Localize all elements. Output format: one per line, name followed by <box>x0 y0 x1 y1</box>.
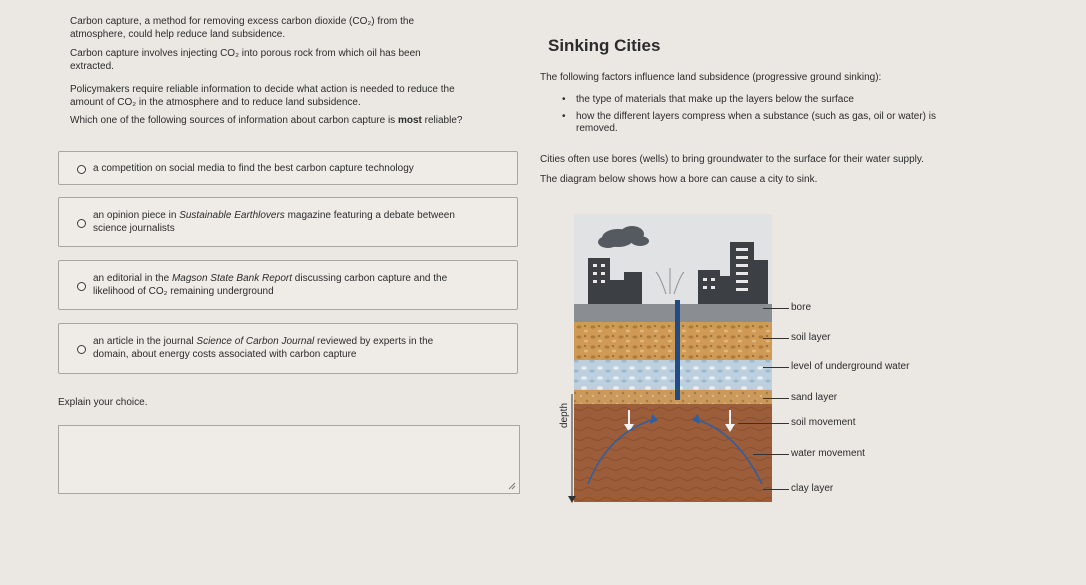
intro-text-3 <box>70 84 520 109</box>
explanation-textarea[interactable] <box>58 425 520 494</box>
factors-intro: The following factors influence land subsidence (progressive ground sinking): <box>540 72 882 83</box>
option-publication: Science of Carbon Journal <box>196 336 315 347</box>
list-item: • the type of materials that make up the layers below the surface <box>562 94 1042 107</box>
intro-line: Carbon capture, a method for removing excess carbon dioxide (CO₂) from the <box>70 16 415 27</box>
list-item-text: how the different layers compress when a substance (such as gas, oil or water) is <box>576 110 936 122</box>
question-post: reliable? <box>421 115 463 126</box>
label-bore: bore <box>791 302 812 313</box>
question-pre: Which one of the following sources of information about carbon capture is <box>70 115 398 126</box>
page-title: Sinking Cities <box>548 36 661 55</box>
soil-layer <box>574 322 772 360</box>
radio-button[interactable] <box>77 165 86 174</box>
question-emphasis: most <box>397 115 422 126</box>
option-label <box>93 272 509 298</box>
list-item-text: removed. <box>576 123 618 134</box>
underground-water-layer <box>574 360 772 390</box>
paragraph: Cities often use bores (wells) to bring groundwater to the surface for their water supply. <box>540 154 924 165</box>
option-text-part: magazine featuring a debate between <box>284 210 455 221</box>
question <box>70 115 530 128</box>
option-b[interactable] <box>58 197 518 247</box>
intro-line: Policymakers require reliable information to decide what action is needed to reduce the <box>70 84 455 95</box>
intro-text <box>70 16 510 41</box>
list-item <box>562 111 1042 136</box>
option-text-part: an article in the journal <box>93 336 197 347</box>
option-text-part: discussing carbon capture and the <box>292 273 448 284</box>
depth-label: depth <box>559 402 571 429</box>
option-text-part: an editorial in the <box>93 273 172 284</box>
subsidence-diagram <box>548 214 948 504</box>
resize-handle-icon[interactable] <box>508 482 516 490</box>
intro-text-2 <box>70 48 510 73</box>
factors-list <box>562 94 1042 136</box>
option-a[interactable] <box>58 151 518 185</box>
leader-line <box>763 367 789 368</box>
option-d[interactable] <box>58 323 518 374</box>
intro-line: amount of CO₂ in the atmosphere and to reduce land subsidence. <box>70 96 361 108</box>
leader-line <box>763 489 789 490</box>
option-label <box>93 335 509 361</box>
diagram-illustration <box>548 214 778 504</box>
intro-line: extracted. <box>70 60 114 72</box>
paragraph: The diagram below shows how a bore can cause a city to sink. <box>540 174 818 185</box>
sand-layer <box>574 390 772 404</box>
radio-button[interactable] <box>77 282 86 291</box>
leader-line <box>763 338 789 339</box>
option-c[interactable] <box>58 260 518 310</box>
label-soil-layer: soil layer <box>791 332 831 343</box>
explain-label: Explain your choice. <box>58 397 148 408</box>
radio-button[interactable] <box>77 345 86 354</box>
label-water-movement: water movement <box>791 448 865 459</box>
option-text-part: reviewed by experts in the <box>314 336 434 347</box>
bore-pipe <box>675 300 680 400</box>
label-sand-layer: sand layer <box>791 392 838 403</box>
intro-line: Carbon capture involves injecting CO₂ into porous rock from which oil has been <box>70 48 421 59</box>
radio-button[interactable] <box>77 219 86 228</box>
label-soil-movement: soil movement <box>791 417 856 428</box>
option-publication: Magson State Bank Report <box>171 273 293 284</box>
option-text-part: domain, about energy costs associated with carbon capture <box>93 349 357 360</box>
leader-line <box>763 308 789 309</box>
intro-line: atmosphere, could help reduce land subsidence. <box>70 28 286 40</box>
option-text-part: likelihood of CO₂ remaining underground <box>93 286 274 297</box>
option-text-part: an opinion piece in <box>93 210 180 221</box>
label-clay-layer: clay layer <box>791 483 834 494</box>
ground-surface <box>574 304 772 322</box>
option-publication: Sustainable Earthlovers <box>179 210 285 221</box>
option-label <box>93 209 509 235</box>
option-text-part: science journalists <box>93 223 175 234</box>
leader-line <box>753 454 789 455</box>
label-water-level: level of underground water <box>791 361 910 372</box>
leader-line <box>763 398 789 399</box>
option-label: a competition on social media to find the best carbon capture technology <box>93 163 414 174</box>
leader-line <box>738 423 789 424</box>
